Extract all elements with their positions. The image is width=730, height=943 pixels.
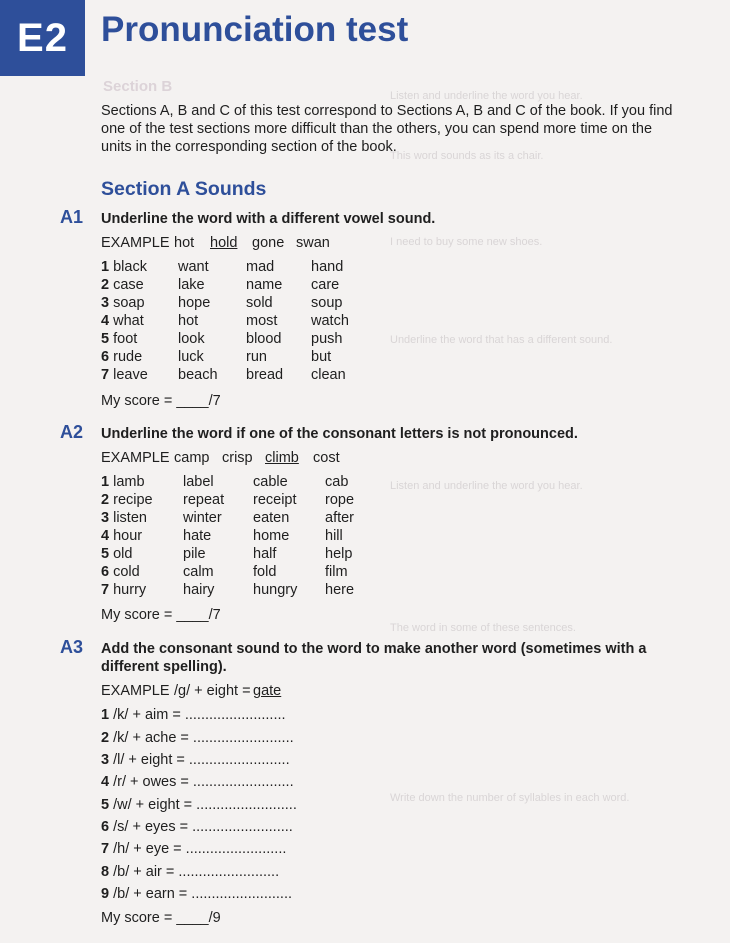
word-option[interactable]: hot	[178, 313, 199, 329]
example-word: swan	[296, 235, 330, 251]
a3-item[interactable]: 1 /k/ + aim = .........................	[101, 707, 286, 723]
example-word: crisp	[222, 450, 253, 466]
word-option[interactable]: care	[311, 277, 340, 293]
intro-paragraph: Sections A, B and C of this test correspond to Sections A, B and C of the book. If you find one of the test sections more difficult than the others, you can spend more time on the units in the corresponding section of the book.	[101, 103, 673, 155]
word-option[interactable]: label	[183, 474, 214, 490]
word-option[interactable]: look	[178, 331, 205, 347]
word-option[interactable]: blood	[246, 331, 282, 347]
word-option[interactable]: rope	[325, 492, 355, 508]
word-option[interactable]: pile	[183, 546, 206, 562]
example-prompt: /g/ + eight =	[174, 683, 251, 699]
example-label: EXAMPLE	[101, 683, 170, 699]
word-option[interactable]: lake	[178, 277, 205, 293]
question-number-a1: A1	[60, 207, 84, 227]
question-instruction-a3-cont: different spelling).	[101, 659, 227, 675]
a3-item[interactable]: 4 /r/ + owes = .........................	[101, 774, 294, 790]
word-option[interactable]: run	[246, 349, 267, 365]
example-word: camp	[174, 450, 210, 466]
example-word: cost	[313, 450, 340, 466]
question-instruction-a1: Underline the word with a different vowel sound.	[101, 211, 436, 227]
example-word: hot	[174, 235, 195, 251]
word-option[interactable]: film	[325, 564, 348, 580]
question-number-a2: A2	[60, 422, 84, 442]
question-instruction-a2: Underline the word if one of the consonant letters is not pronounced.	[101, 426, 578, 442]
example-word: gone	[252, 235, 285, 251]
word-option[interactable]: bread	[246, 367, 284, 383]
score-a2[interactable]: My score = ____/7	[101, 607, 221, 623]
section-heading: Section A Sounds	[101, 178, 267, 200]
question-instruction-a3: Add the consonant sound to the word to make another word (sometimes with a	[101, 641, 647, 657]
word-option[interactable]: hungry	[253, 582, 298, 598]
word-option[interactable]: winter	[183, 510, 222, 526]
word-option[interactable]: fold	[253, 564, 277, 580]
a3-item[interactable]: 5 /w/ + eight = .........................	[101, 797, 297, 813]
score-a3[interactable]: My score = ____/9	[101, 910, 221, 926]
word-option[interactable]: receipt	[253, 492, 297, 508]
word-option[interactable]: watch	[311, 313, 349, 329]
example-label: EXAMPLE	[101, 235, 170, 251]
word-option[interactable]: hand	[311, 259, 344, 275]
word-option[interactable]: soup	[311, 295, 343, 311]
word-option[interactable]: calm	[183, 564, 214, 580]
word-option[interactable]: sold	[246, 295, 273, 311]
word-option[interactable]: hairy	[183, 582, 215, 598]
a3-item[interactable]: 8 /b/ + air = .........................	[101, 864, 280, 880]
word-option[interactable]: hope	[178, 295, 211, 311]
word-option[interactable]: mad	[246, 259, 275, 275]
word-option[interactable]: eaten	[253, 510, 290, 526]
word-option[interactable]: here	[325, 582, 355, 598]
unit-badge: E2	[0, 0, 85, 76]
word-option[interactable]: hill	[325, 528, 343, 544]
word-option[interactable]: hate	[183, 528, 212, 544]
page-title: Pronunciation test	[101, 10, 409, 49]
word-option[interactable]: cable	[253, 474, 288, 490]
example-answer: gate	[253, 683, 282, 699]
word-option[interactable]: push	[311, 331, 343, 347]
example-word-underlined: climb	[265, 450, 299, 466]
word-option[interactable]: name	[246, 277, 283, 293]
word-option[interactable]: home	[253, 528, 290, 544]
word-option[interactable]: half	[253, 546, 277, 562]
word-option[interactable]: repeat	[183, 492, 225, 508]
word-option[interactable]: cab	[325, 474, 349, 490]
question-number-a3: A3	[60, 637, 84, 657]
word-option[interactable]: want	[178, 259, 209, 275]
a3-item[interactable]: 3 /l/ + eight = .........................	[101, 752, 290, 768]
word-option[interactable]: luck	[178, 349, 204, 365]
a3-item[interactable]: 9 /b/ + earn = .........................	[101, 886, 293, 902]
a3-item[interactable]: 6 /s/ + eyes = .........................	[101, 819, 293, 835]
example-label: EXAMPLE	[101, 450, 170, 466]
word-option[interactable]: clean	[311, 367, 346, 383]
score-a1[interactable]: My score = ____/7	[101, 393, 221, 409]
word-option[interactable]: help	[325, 546, 353, 562]
example-word-underlined: hold	[210, 235, 238, 251]
word-option[interactable]: beach	[178, 367, 218, 383]
a3-item[interactable]: 7 /h/ + eye = .........................	[101, 841, 287, 857]
word-option[interactable]: most	[246, 313, 278, 329]
word-option[interactable]: after	[325, 510, 355, 526]
word-option[interactable]: but	[311, 349, 332, 365]
a3-item[interactable]: 2 /k/ + ache = .........................	[101, 730, 294, 746]
